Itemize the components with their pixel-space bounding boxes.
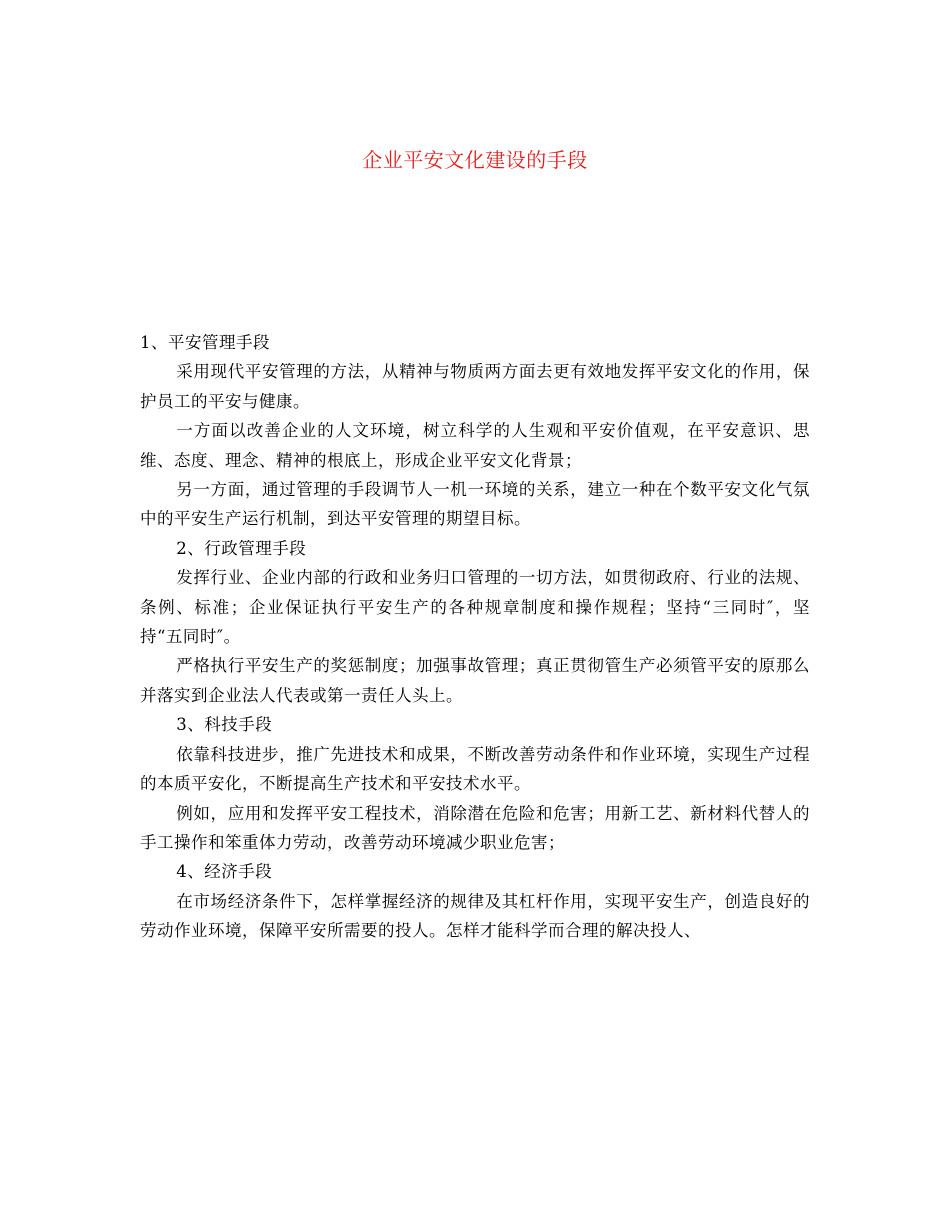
- paragraph: 例如，应用和发挥平安工程技术，消除潜在危险和危害；用新工艺、新材料代替人的手工操作和笨重体力劳动，改善劳动环境减少职业危害；: [140, 803, 810, 852]
- paragraph: 依靠科技进步，推广先进技术和成果，不断改善劳动条件和作业环境，实现生产过程的本质平安化，不断提高生产技术和平安技术水平。: [140, 744, 810, 794]
- paragraph: 3、科技手段: [176, 715, 273, 735]
- document-body: [140, 328, 810, 946]
- paragraph: 4、经济手段: [176, 862, 273, 882]
- document-title: 企业平安文化建设的手段: [362, 148, 588, 172]
- paragraph: 采用现代平安管理的方法，从精神与物质两方面去更有效地发挥平安文化的作用，保护员工的平安与健康。: [140, 362, 810, 411]
- paragraph: 发挥行业、企业内部的行政和业务归口管理的一切方法，如贯彻政府、行业的法规、条例、标准；企业保证执行平安生产的各种规章制度和操作规程；坚持“三同时″，坚持“五同时″。: [140, 568, 810, 647]
- paragraph: 1、平安管理手段: [140, 333, 270, 352]
- paragraph: 2、行政管理手段: [176, 538, 307, 558]
- paragraph: 一方面以改善企业的人文环境，树立科学的人生观和平安价值观，在平安意识、思维、态度、理念、精神的根底上，形成企业平安文化背景；: [140, 421, 810, 470]
- paragraph: 严格执行平安生产的奖惩制度；加强事故管理；真正贯彻管生产必须管平安的原那么并落实到企业法人代表或第一责任人头上。: [140, 656, 810, 705]
- paragraph: 在市场经济条件下，怎样掌握经济的规律及其杠杆作用，实现平安生产，创造良好的劳动作业环境，保障平安所需要的投人。怎样才能科学而合理的解决投人、: [140, 891, 810, 941]
- paragraph: 另一方面，通过管理的手段调节人一机一环境的关系，建立一种在个数平安文化气氛中的平安生产运行机制，到达平安管理的期望目标。: [140, 480, 810, 529]
